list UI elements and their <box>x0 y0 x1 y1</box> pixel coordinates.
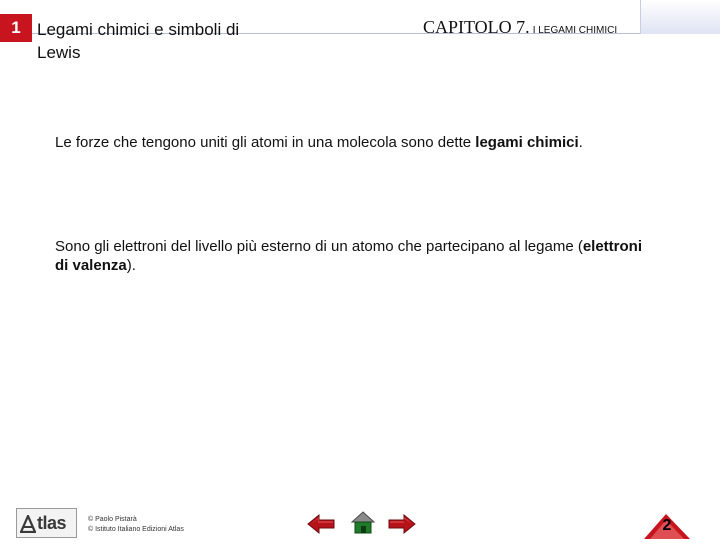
previous-slide-button[interactable] <box>306 513 336 535</box>
chapter-heading <box>423 17 617 38</box>
paragraph1-text: Le forze che tengono uniti gli atomi in una molecola sono dette <box>55 134 476 151</box>
arrow-right-icon <box>387 513 417 535</box>
chapter-number: CAPITOLO 7. <box>423 17 530 37</box>
page-number: 2 <box>662 517 672 534</box>
paragraph-valence-electrons <box>55 237 655 275</box>
header-corner-decoration <box>640 0 720 34</box>
next-slide-button[interactable] <box>387 513 417 535</box>
chapter-title: I LEGAMI CHIMICI <box>532 25 618 36</box>
atlas-logo-icon <box>20 515 36 531</box>
section-number: 1 <box>11 18 21 37</box>
home-icon <box>350 510 376 536</box>
paragraph2-end: ). <box>126 257 136 274</box>
paragraph-chemical-bonds <box>55 133 655 152</box>
arrow-left-icon <box>306 513 336 535</box>
paragraph1-end: . <box>578 134 583 151</box>
credit-publisher: © Istituto Italiano Edizioni Atlas <box>88 526 184 533</box>
home-button[interactable] <box>350 510 380 532</box>
logo-text: tlas <box>37 512 67 533</box>
paragraph2-text: Sono gli elettroni del livello più esterno di un atomo che partecipano al legame ( <box>55 238 583 255</box>
credits <box>88 515 184 535</box>
section-number-badge <box>0 14 32 42</box>
credit-author: © Paolo Pistarà <box>88 516 137 523</box>
page-number-badge <box>642 512 692 540</box>
paragraph1-bold: legami chimici <box>475 134 579 151</box>
atlas-logo <box>16 508 77 538</box>
section-title: Legami chimici e simboli di Lewis <box>37 20 240 62</box>
paragraph2-bold: elettroni di valenza <box>55 238 643 274</box>
